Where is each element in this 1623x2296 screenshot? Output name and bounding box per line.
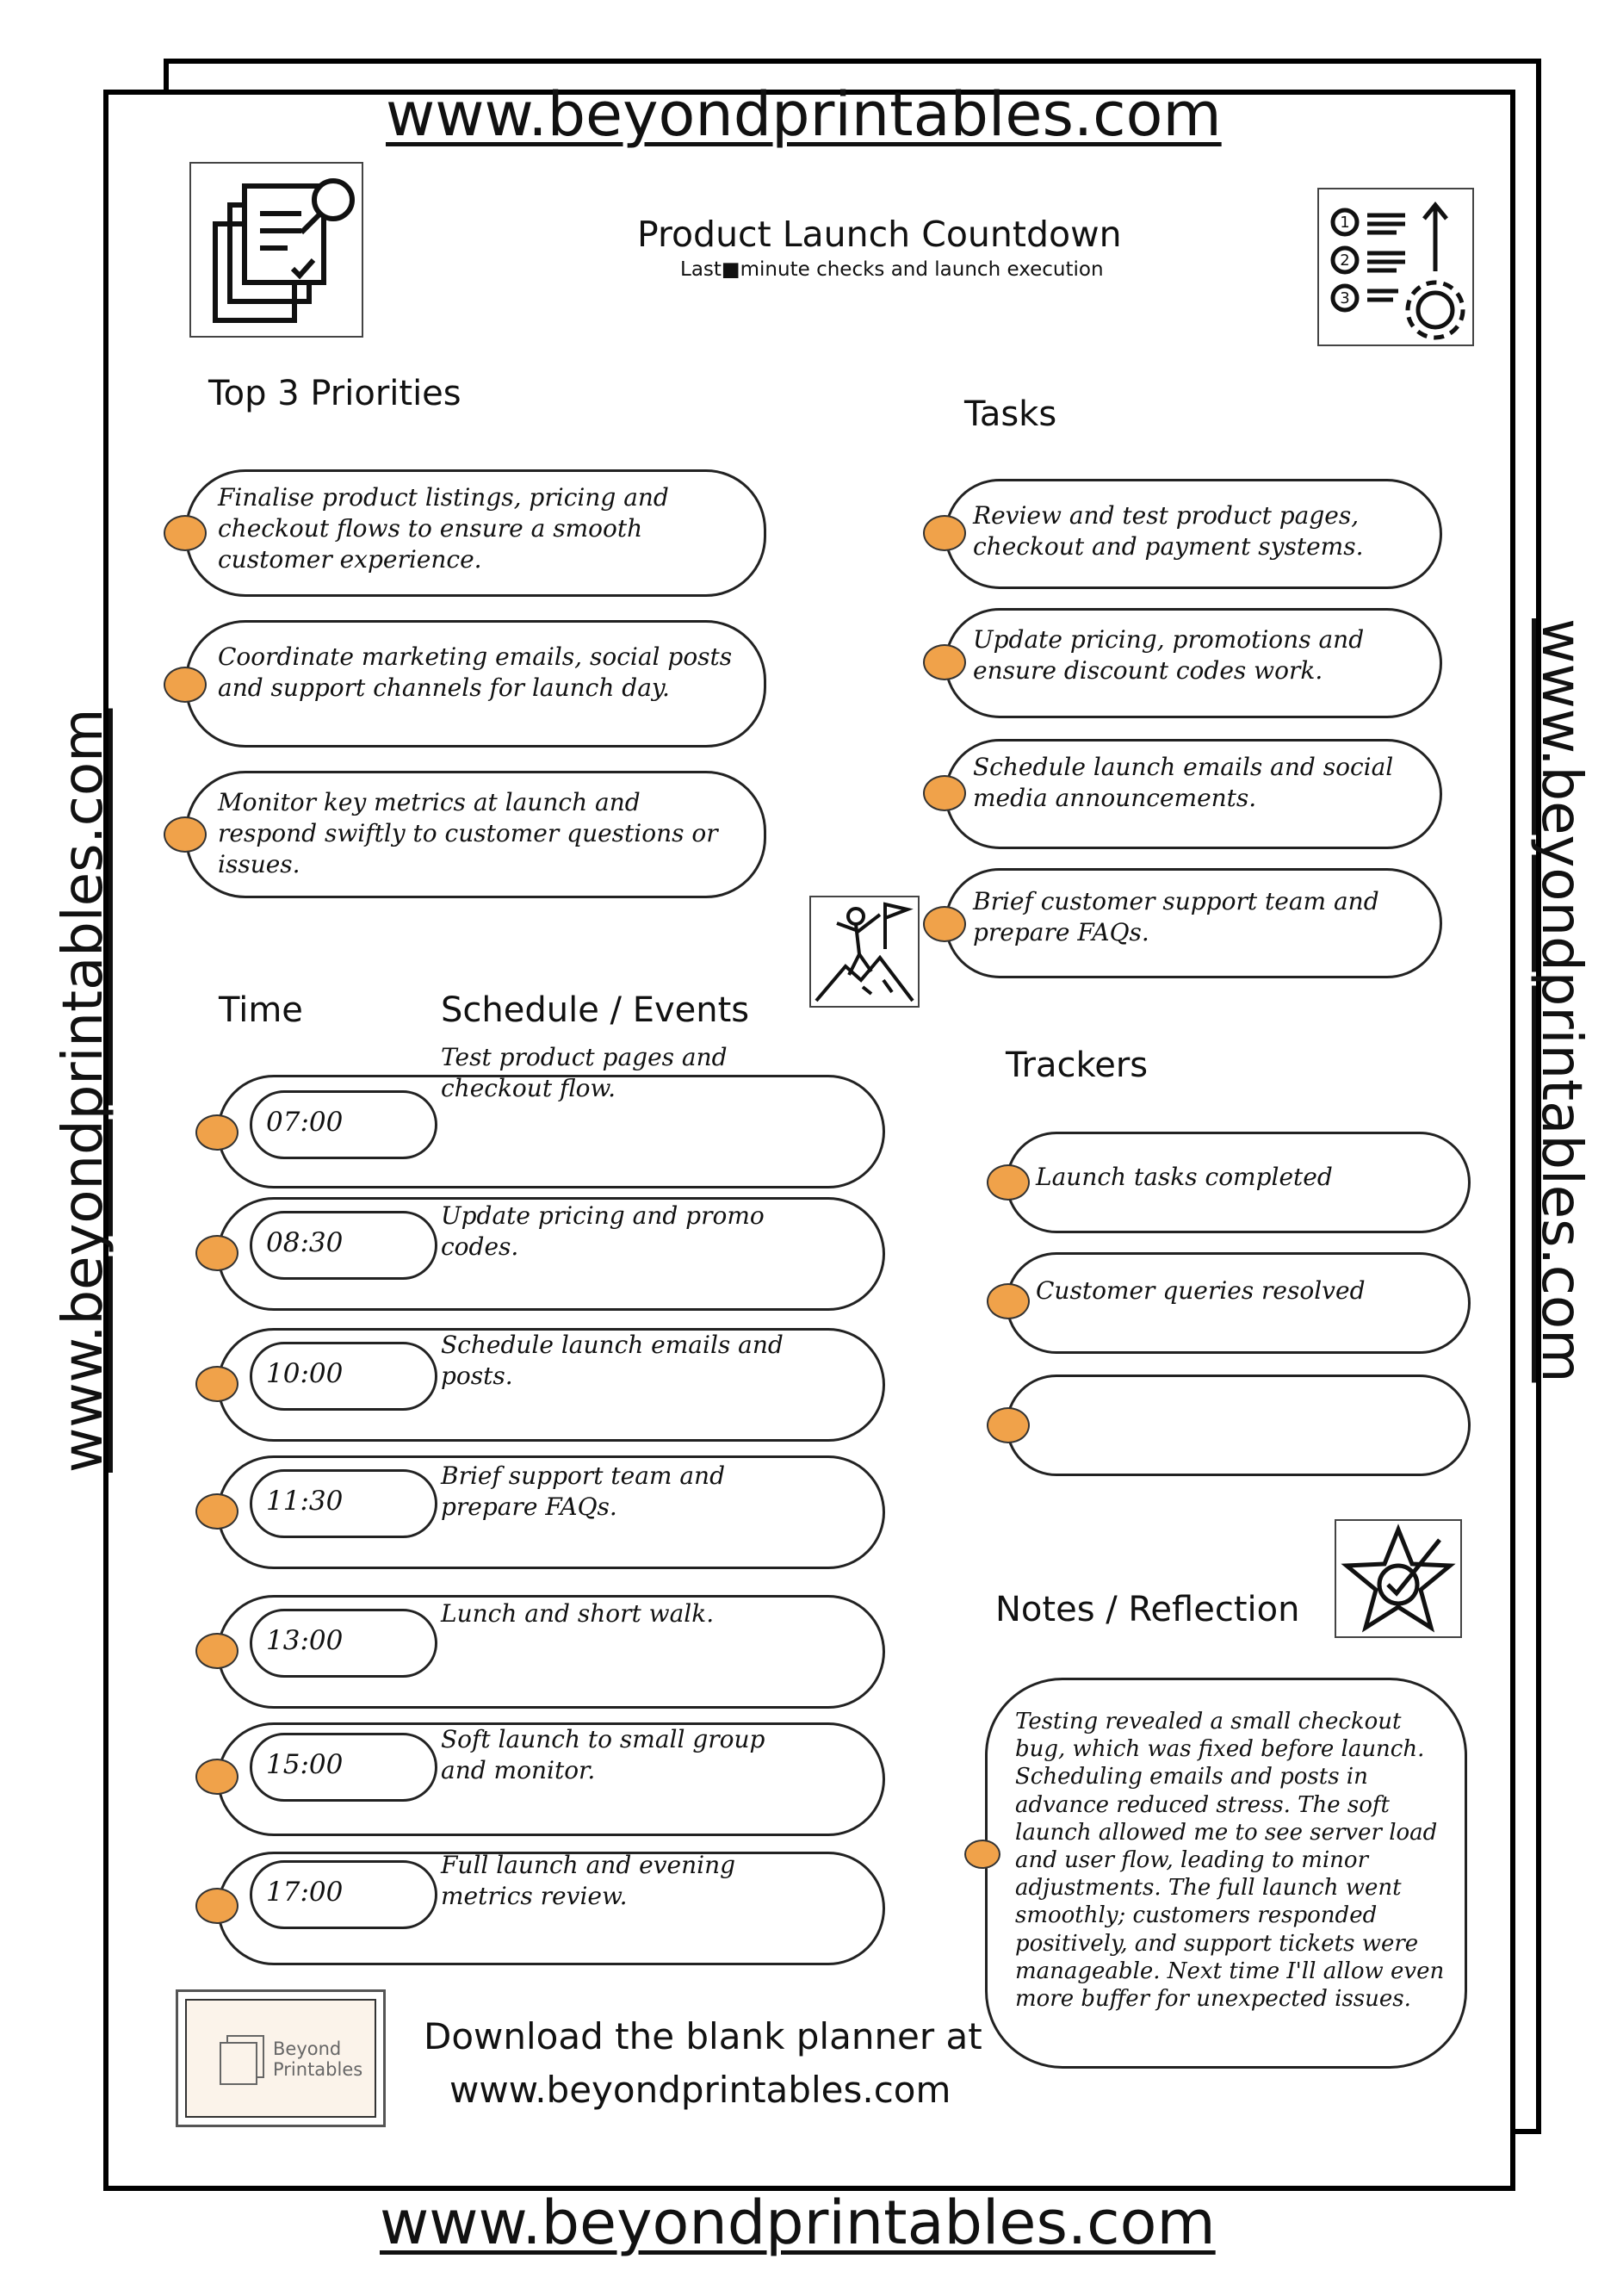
download-line1: Download the blank planner at bbox=[424, 2015, 982, 2057]
notes-heading: Notes / Reflection bbox=[995, 1590, 1300, 1629]
notes-text: Testing revealed a small checkout bug, which was fixed before launch. Scheduling emails and posts in advance reduced stress. The soft launch allowed me to see server load and user flow, leading to minor adjustments. The full launch went smoothly; customers responded positively, and support tickets were manageable. Next time I'll allow even more buffer for unexpected issues. bbox=[1015, 1709, 1445, 2013]
time-slot[interactable] bbox=[250, 1342, 437, 1411]
priority-text: Finalise product listings, pricing and checkout flows to ensure a smooth customer experience. bbox=[218, 483, 669, 574]
bullet-dot bbox=[987, 1164, 1030, 1201]
brand-logo bbox=[176, 1989, 386, 2127]
task-text: Brief customer support team and prepare FAQs. bbox=[973, 887, 1379, 946]
event-text: Lunch and short walk. bbox=[441, 1599, 715, 1628]
bullet-dot bbox=[923, 644, 966, 680]
task-text: Update pricing, promotions and ensure discount codes work. bbox=[973, 625, 1365, 685]
time-slot[interactable] bbox=[250, 1090, 437, 1159]
priority-text: Coordinate marketing emails, social posts and support channels for launch day. bbox=[218, 642, 733, 702]
time-value: 10:00 bbox=[266, 1358, 344, 1389]
logo-text-line1: Beyond bbox=[273, 2038, 342, 2059]
task-item[interactable] bbox=[945, 479, 1442, 589]
bullet-dot bbox=[195, 1366, 238, 1402]
bullet-dot bbox=[195, 1235, 238, 1271]
task-item[interactable] bbox=[945, 608, 1442, 718]
tracker-item[interactable] bbox=[1006, 1132, 1471, 1233]
bullet-dot bbox=[164, 816, 207, 853]
watermark-left: www.beyondprintables.com bbox=[52, 708, 115, 1473]
bullet-dot bbox=[987, 1407, 1030, 1443]
watermark-bottom: www.beyondprintables.com bbox=[380, 2187, 1216, 2258]
bullet-dot bbox=[195, 1888, 238, 1924]
priority-item[interactable] bbox=[185, 771, 766, 898]
bullet-dot bbox=[195, 1633, 238, 1669]
tracker-item[interactable] bbox=[1006, 1252, 1471, 1354]
notes-box[interactable] bbox=[985, 1678, 1467, 2069]
time-slot[interactable] bbox=[250, 1469, 437, 1538]
page-title: Product Launch Countdown bbox=[637, 214, 1122, 255]
bullet-dot bbox=[195, 1114, 238, 1151]
event-text: Update pricing and promo codes. bbox=[441, 1201, 765, 1261]
page-subtitle: Last■minute checks and launch execution bbox=[680, 258, 1104, 281]
time-value: 08:30 bbox=[266, 1227, 344, 1258]
bullet-dot bbox=[987, 1283, 1030, 1319]
task-text: Review and test product pages, checkout and payment systems. bbox=[973, 501, 1364, 561]
svg-text:2: 2 bbox=[1340, 251, 1350, 270]
time-slot[interactable] bbox=[250, 1609, 437, 1678]
star-check-icon bbox=[1335, 1519, 1462, 1638]
time-slot[interactable] bbox=[250, 1860, 437, 1929]
schedule-heading: Schedule / Events bbox=[441, 990, 750, 1030]
time-value: 07:00 bbox=[266, 1107, 344, 1138]
trackers-heading: Trackers bbox=[1006, 1046, 1149, 1085]
logo-text-line2: Printables bbox=[273, 2059, 363, 2080]
priority-text: Monitor key metrics at launch and respond swiftly to customer questions or issues. bbox=[218, 788, 718, 878]
priorities-heading: Top 3 Priorities bbox=[208, 374, 462, 413]
download-link[interactable]: www.beyondprintables.com bbox=[449, 2069, 951, 2111]
watermark-right: www.beyondprintables.com bbox=[1529, 618, 1593, 1383]
numbered-list-gear-icon bbox=[1317, 188, 1474, 346]
bullet-dot bbox=[923, 775, 966, 811]
summit-flag-icon bbox=[809, 896, 920, 1008]
svg-text:3: 3 bbox=[1340, 289, 1350, 307]
bullet-dot bbox=[964, 1840, 1000, 1869]
event-text: Soft launch to small group and monitor. bbox=[441, 1725, 765, 1784]
bullet-dot bbox=[923, 906, 966, 942]
tracker-text: Launch tasks completed bbox=[1036, 1163, 1333, 1191]
event-text: Brief support team and prepare FAQs. bbox=[441, 1461, 726, 1521]
svg-text:1: 1 bbox=[1340, 214, 1350, 232]
task-item[interactable] bbox=[945, 739, 1442, 849]
time-slot[interactable] bbox=[250, 1211, 437, 1280]
time-heading: Time bbox=[219, 990, 303, 1030]
event-text: Test product pages and checkout flow. bbox=[441, 1043, 728, 1102]
time-value: 11:30 bbox=[266, 1486, 344, 1517]
bullet-dot bbox=[923, 515, 966, 551]
tracker-text: Customer queries resolved bbox=[1036, 1276, 1366, 1305]
tracker-item[interactable] bbox=[1006, 1374, 1471, 1476]
task-item[interactable] bbox=[945, 868, 1442, 978]
bullet-dot bbox=[164, 515, 207, 551]
task-text: Schedule launch emails and social media announcements. bbox=[973, 753, 1394, 812]
event-text: Schedule launch emails and posts. bbox=[441, 1331, 784, 1390]
watermark-top: www.beyondprintables.com bbox=[386, 79, 1222, 150]
logo-mark-front bbox=[220, 2042, 257, 2085]
tasks-heading: Tasks bbox=[964, 394, 1057, 434]
time-value: 13:00 bbox=[266, 1625, 344, 1656]
bullet-dot bbox=[195, 1759, 238, 1795]
priority-item[interactable] bbox=[185, 469, 766, 597]
time-value: 15:00 bbox=[266, 1749, 344, 1780]
logo-panel bbox=[185, 1999, 376, 2118]
event-text: Full launch and evening metrics review. bbox=[441, 1851, 736, 1910]
time-value: 17:00 bbox=[266, 1877, 344, 1908]
bullet-dot bbox=[195, 1493, 238, 1530]
priority-item[interactable] bbox=[185, 620, 766, 748]
bullet-dot bbox=[164, 667, 207, 703]
time-slot[interactable] bbox=[250, 1733, 437, 1802]
documents-pin-icon bbox=[189, 162, 363, 338]
